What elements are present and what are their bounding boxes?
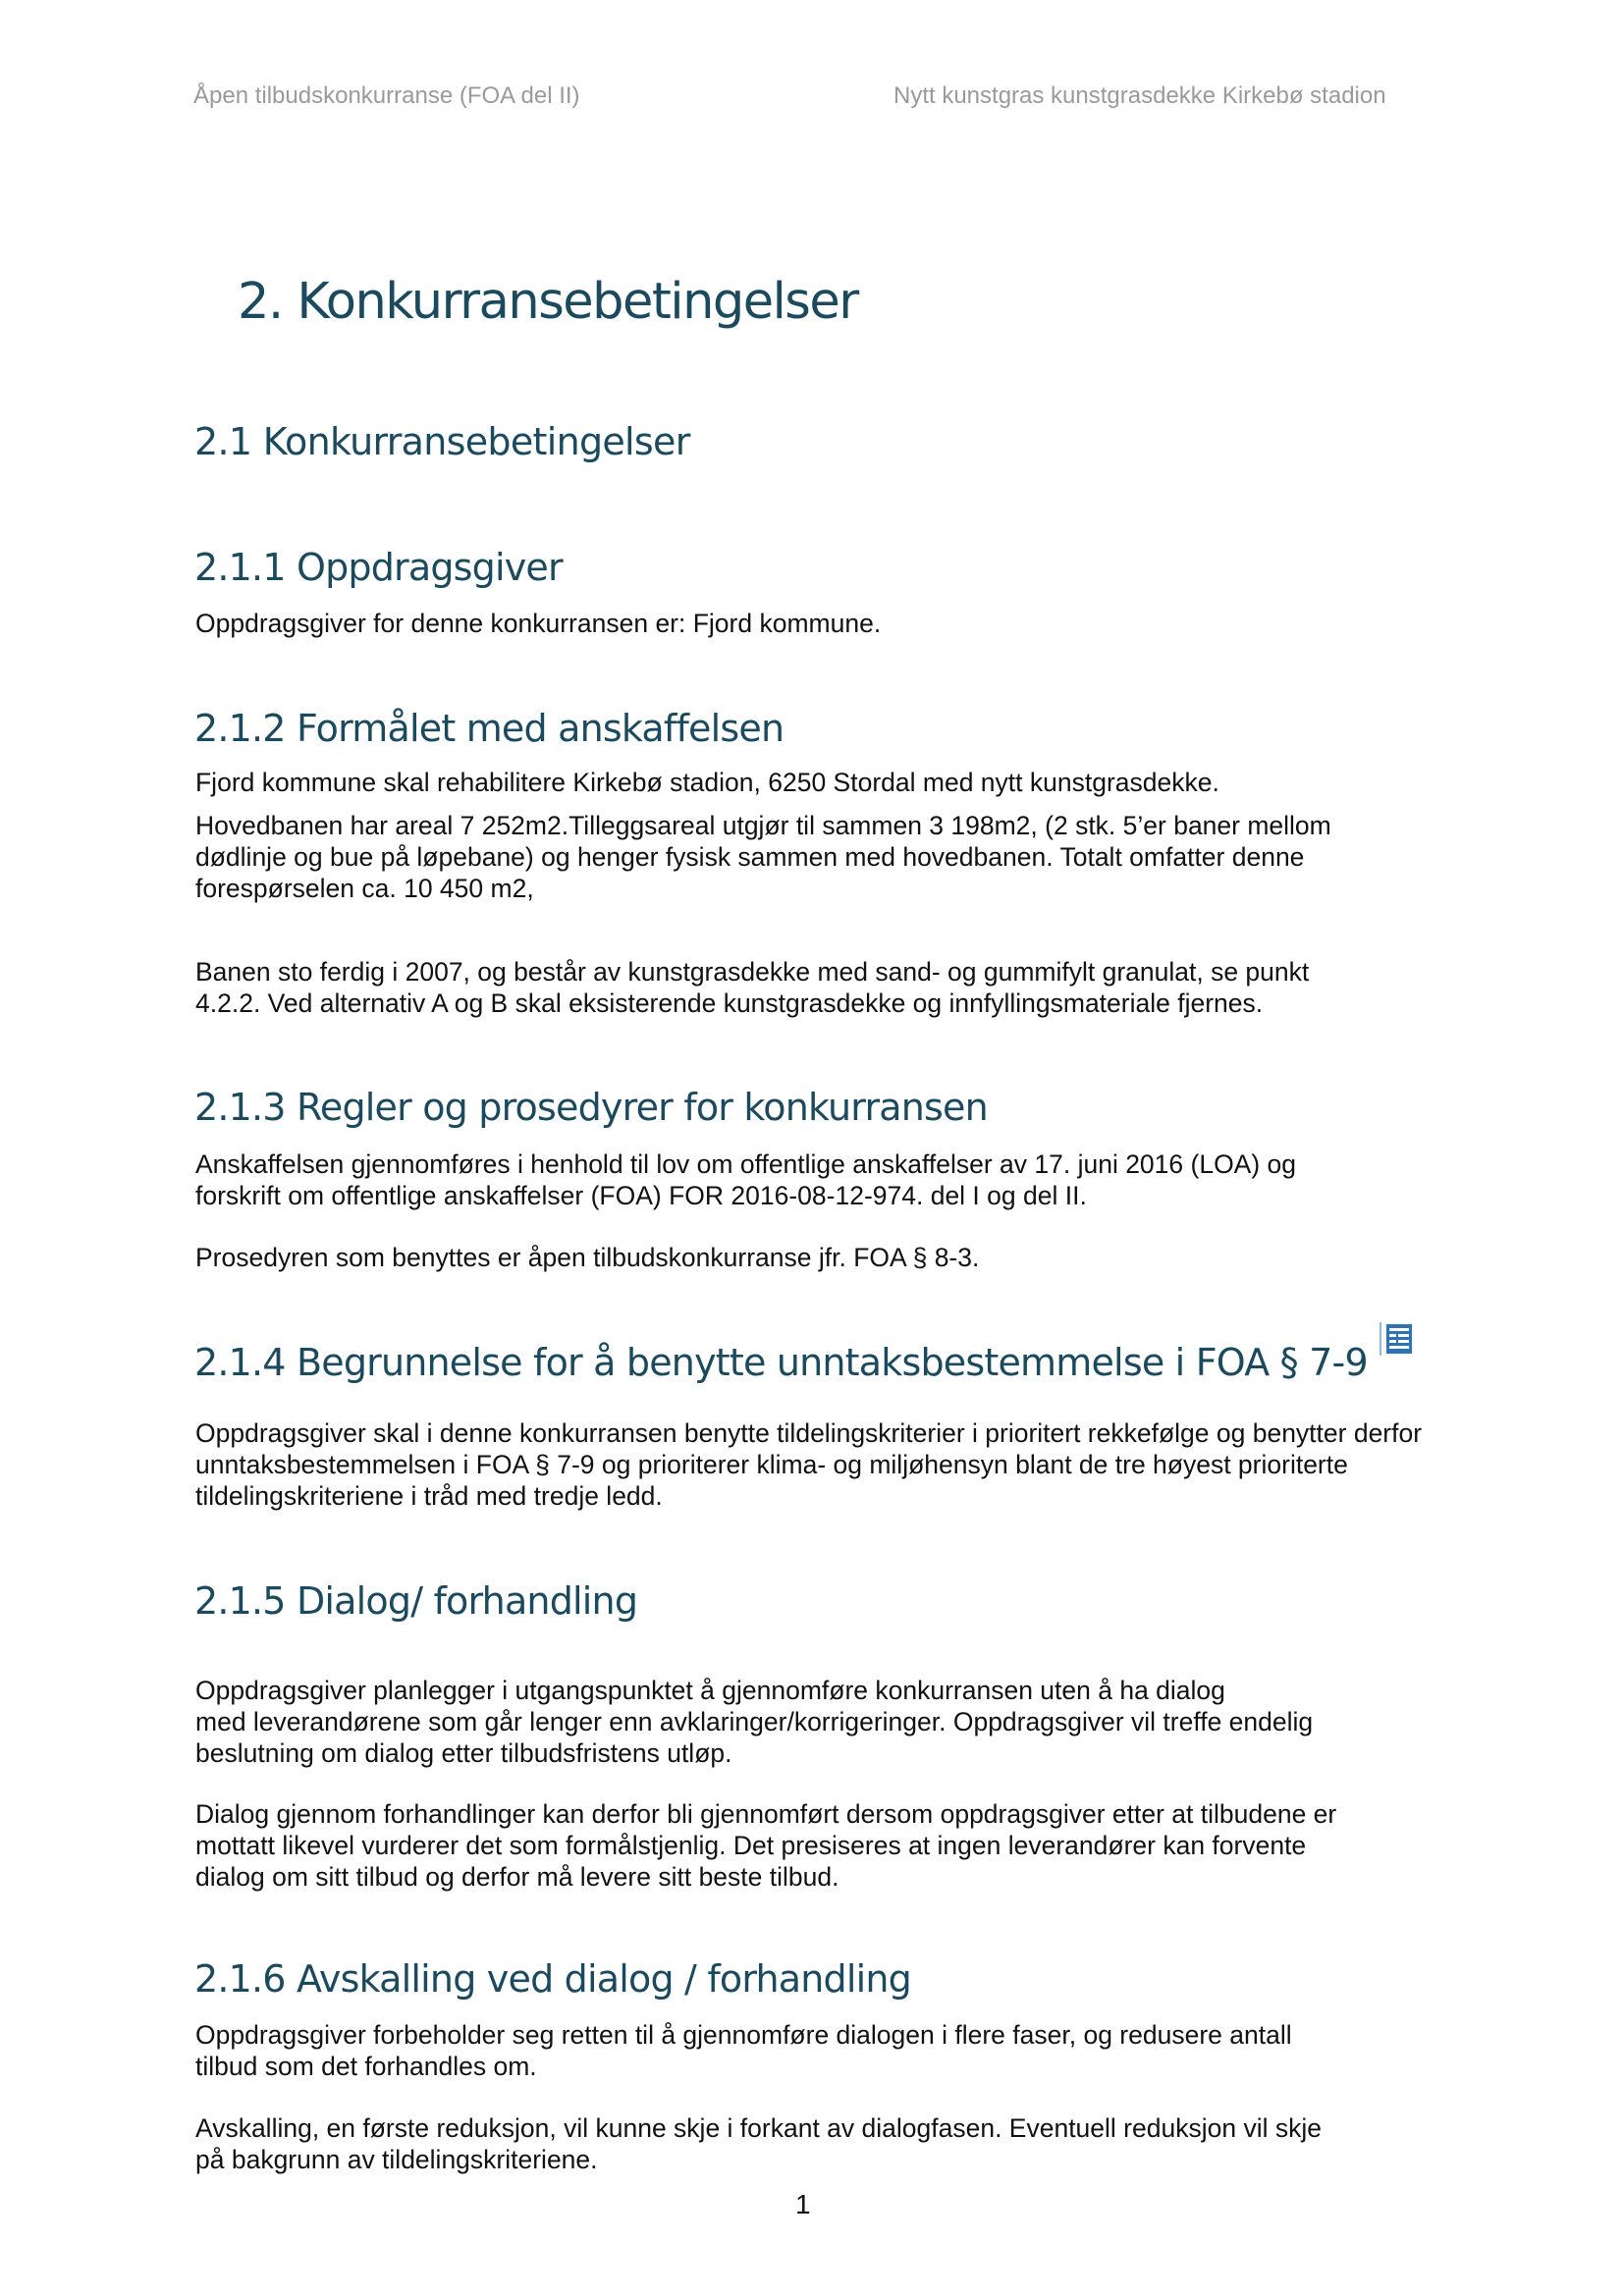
subsection-title-begrunnelse: 2.1.4 Begrunnelse for å benytte unntaksbestemmelse i FOA § 7-9 [194, 1341, 1368, 1384]
section-title: 2.1 Konkurransebetingelser [194, 420, 690, 463]
subsection-title-regler: 2.1.3 Regler og prosedyrer for konkurransen [194, 1086, 988, 1129]
paragraph [195, 1242, 1462, 1273]
paragraph [195, 767, 1462, 798]
paragraph [195, 956, 1462, 1019]
text-line: Fjord kommune skal rehabilitere Kirkebø stadion, 6250 Stordal med nytt kunstgrasdekke. [195, 768, 1219, 797]
text-line: forskrift om offentlige anskaffelser (FOA) FOR 2016-08-12-974. del I og del II. [195, 1181, 1087, 1210]
text-line: beslutning om dialog etter tilbudsfristens utløp. [195, 1738, 732, 1768]
chapter-title: 2. Konkurransebetingelser [238, 273, 858, 331]
text-line: med leverandørene som går lenger enn avklaringer/korrigeringer. Oppdragsgiver vil treffe endelig [195, 1707, 1314, 1736]
subsection-title-oppdragsgiver: 2.1.1 Oppdragsgiver [194, 546, 563, 589]
paragraph [195, 2019, 1462, 2082]
running-header-left: Åpen tilbudskonkurranse (FOA del II) [193, 82, 580, 109]
paragraph [195, 2112, 1462, 2175]
text-line: Banen sto ferdig i 2007, og består av kunstgrasdekke med sand- og gummifylt granulat, se punkt [195, 957, 1310, 987]
text-line: 4.2.2. Ved alternativ A og B skal eksisterende kunstgrasdekke og innfyllingsmateriale fjernes. [195, 988, 1264, 1018]
running-header-right: Nytt kunstgras kunstgrasdekke Kirkebø stadion [893, 82, 1386, 109]
document-form-icon[interactable] [1379, 1321, 1414, 1357]
text-line: på bakgrunn av tildelingskriteriene. [195, 2145, 598, 2174]
text-line: dialog om sitt tilbud og derfor må levere sitt beste tilbud. [195, 1862, 839, 1892]
subsection-title-avskalling: 2.1.6 Avskalling ved dialog / forhandling [194, 1957, 912, 2001]
text-line: Oppdragsgiver planlegger i utgangspunktet å gjennomføre konkurransen uten å ha dialog [195, 1676, 1225, 1705]
text-line: forespørselen ca. 10 450 m2, [195, 874, 534, 903]
text-line: Hovedbanen har areal 7 252m2.Tilleggsareal utgjør til sammen 3 198m2, (2 stk. 5’er baner mellom [195, 811, 1331, 840]
text-line: dødlinje og bue på løpebane) og henger fysisk sammen med hovedbanen. Totalt omfatter denne [195, 842, 1305, 872]
paragraph [195, 608, 1462, 639]
text-line: tildelingskriteriene i tråd med tredje ledd. [195, 1481, 663, 1511]
text-line: mottatt likevel vurderer det som formålstjenlig. Det presiseres at ingen leverandører kan forvente [195, 1831, 1307, 1860]
paragraph [195, 1148, 1462, 1211]
subsection-title-dialog: 2.1.5 Dialog/ forhandling [194, 1579, 638, 1623]
page-number: 1 [795, 2189, 811, 2219]
subsection-title-formalet: 2.1.2 Formålet med anskaffelsen [194, 707, 784, 750]
text-line: Avskalling, en første reduksjon, vil kunne skje i forkant av dialogfasen. Eventuell reduksjon vil skje [195, 2113, 1322, 2143]
text-line: Oppdragsgiver skal i denne konkurransen benytte tildelingskriterier i prioritert rekkefølge og benytter derfor [195, 1418, 1423, 1448]
paragraph [195, 810, 1462, 904]
text-line: tilbud som det forhandles om. [195, 2052, 537, 2081]
text-line: Oppdragsgiver forbeholder seg retten til å gjennomføre dialogen i flere faser, og redusere antall [195, 2020, 1292, 2050]
paragraph [195, 1675, 1462, 1769]
paragraph [195, 1798, 1462, 1893]
text-line: Anskaffelsen gjennomføres i henhold til lov om offentlige anskaffelser av 17. juni 2016 (LOA) og [195, 1149, 1297, 1179]
text-line: Prosedyren som benyttes er åpen tilbudskonkurranse jfr. FOA § 8-3. [195, 1243, 980, 1272]
text-line: Oppdragsgiver for denne konkurransen er: Fjord kommune. [195, 609, 882, 638]
text-line: unntaksbestemmelsen i FOA § 7-9 og prioriterer klima- og miljøhensyn blant de tre høyest prioriterte [195, 1450, 1348, 1479]
text-line: Dialog gjennom forhandlinger kan derfor bli gjennomført dersom oppdragsgiver etter at tilbudene er [195, 1799, 1337, 1829]
paragraph [195, 1417, 1462, 1512]
